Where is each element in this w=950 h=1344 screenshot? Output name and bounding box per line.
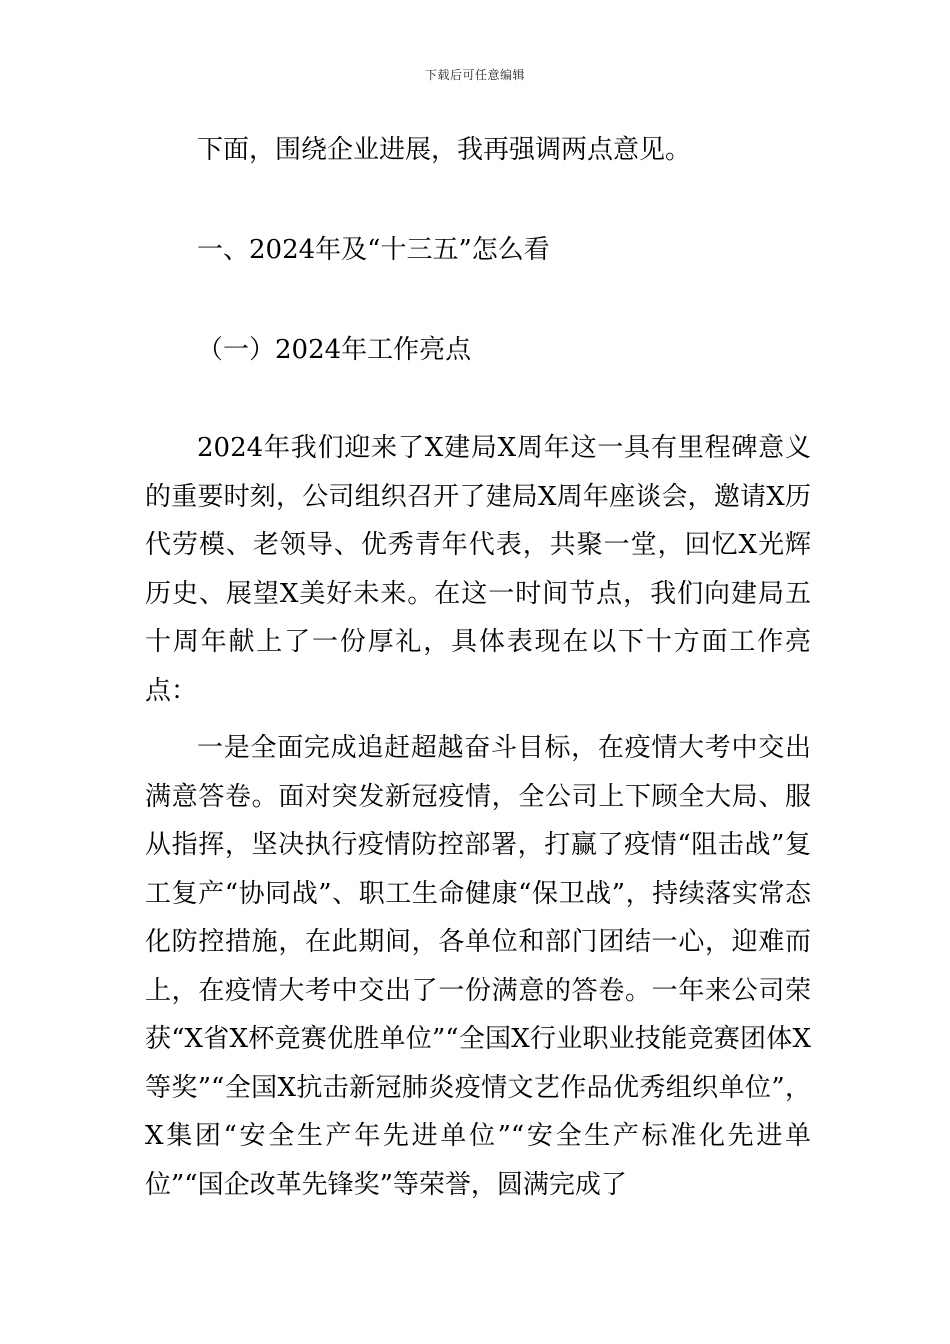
intro-line: 下面，围绕企业进展，我再强调两点意见。 <box>197 135 692 165</box>
body-paragraph-2: 一是全面完成追赶超越奋斗目标，在疫情大考中交出满意答卷。面对突发新冠疫情，全公司上下顾全大局、服从指挥，坚决执行疫情防控部署，打赢了疫情“阻击战”复工复产“协同战”、职工生命健康“保卫战”，持续落实常态化防控措施，在此期间，各单位和部门团结一心，迎难而上，在疫情大考中交出了一份满意的答卷。一年来公司荣获“X省X杯竞赛优胜单位”“全国X行业职业技能竞赛团体X等奖”“全国X抗击新冠肺炎疫情文艺作品优秀组织单位”，X集团“安全生产年先进单位”“安全生产标准化先进单位”“国企改革先锋奖”等荣誉，圆满完成了 <box>145 733 811 1200</box>
heading-level-1: 一、2024年及“十三五”怎么看 <box>197 235 550 265</box>
heading-level-2: （一）2024年工作亮点 <box>197 335 472 365</box>
body-paragraph-1: 2024年我们迎来了X建局X周年这一具有里程碑意义的重要时刻，公司组织召开了建局X周年座谈会，邀请X历代劳模、老领导、优秀青年代表，共聚一堂，回忆X光辉历史、展望X美好未来。在这一时间节点，我们向建局五十周年献上了一份厚礼，具体表现在以下十方面工作亮点： <box>145 433 811 706</box>
header-note: 下载后可任意编辑 <box>424 68 525 82</box>
